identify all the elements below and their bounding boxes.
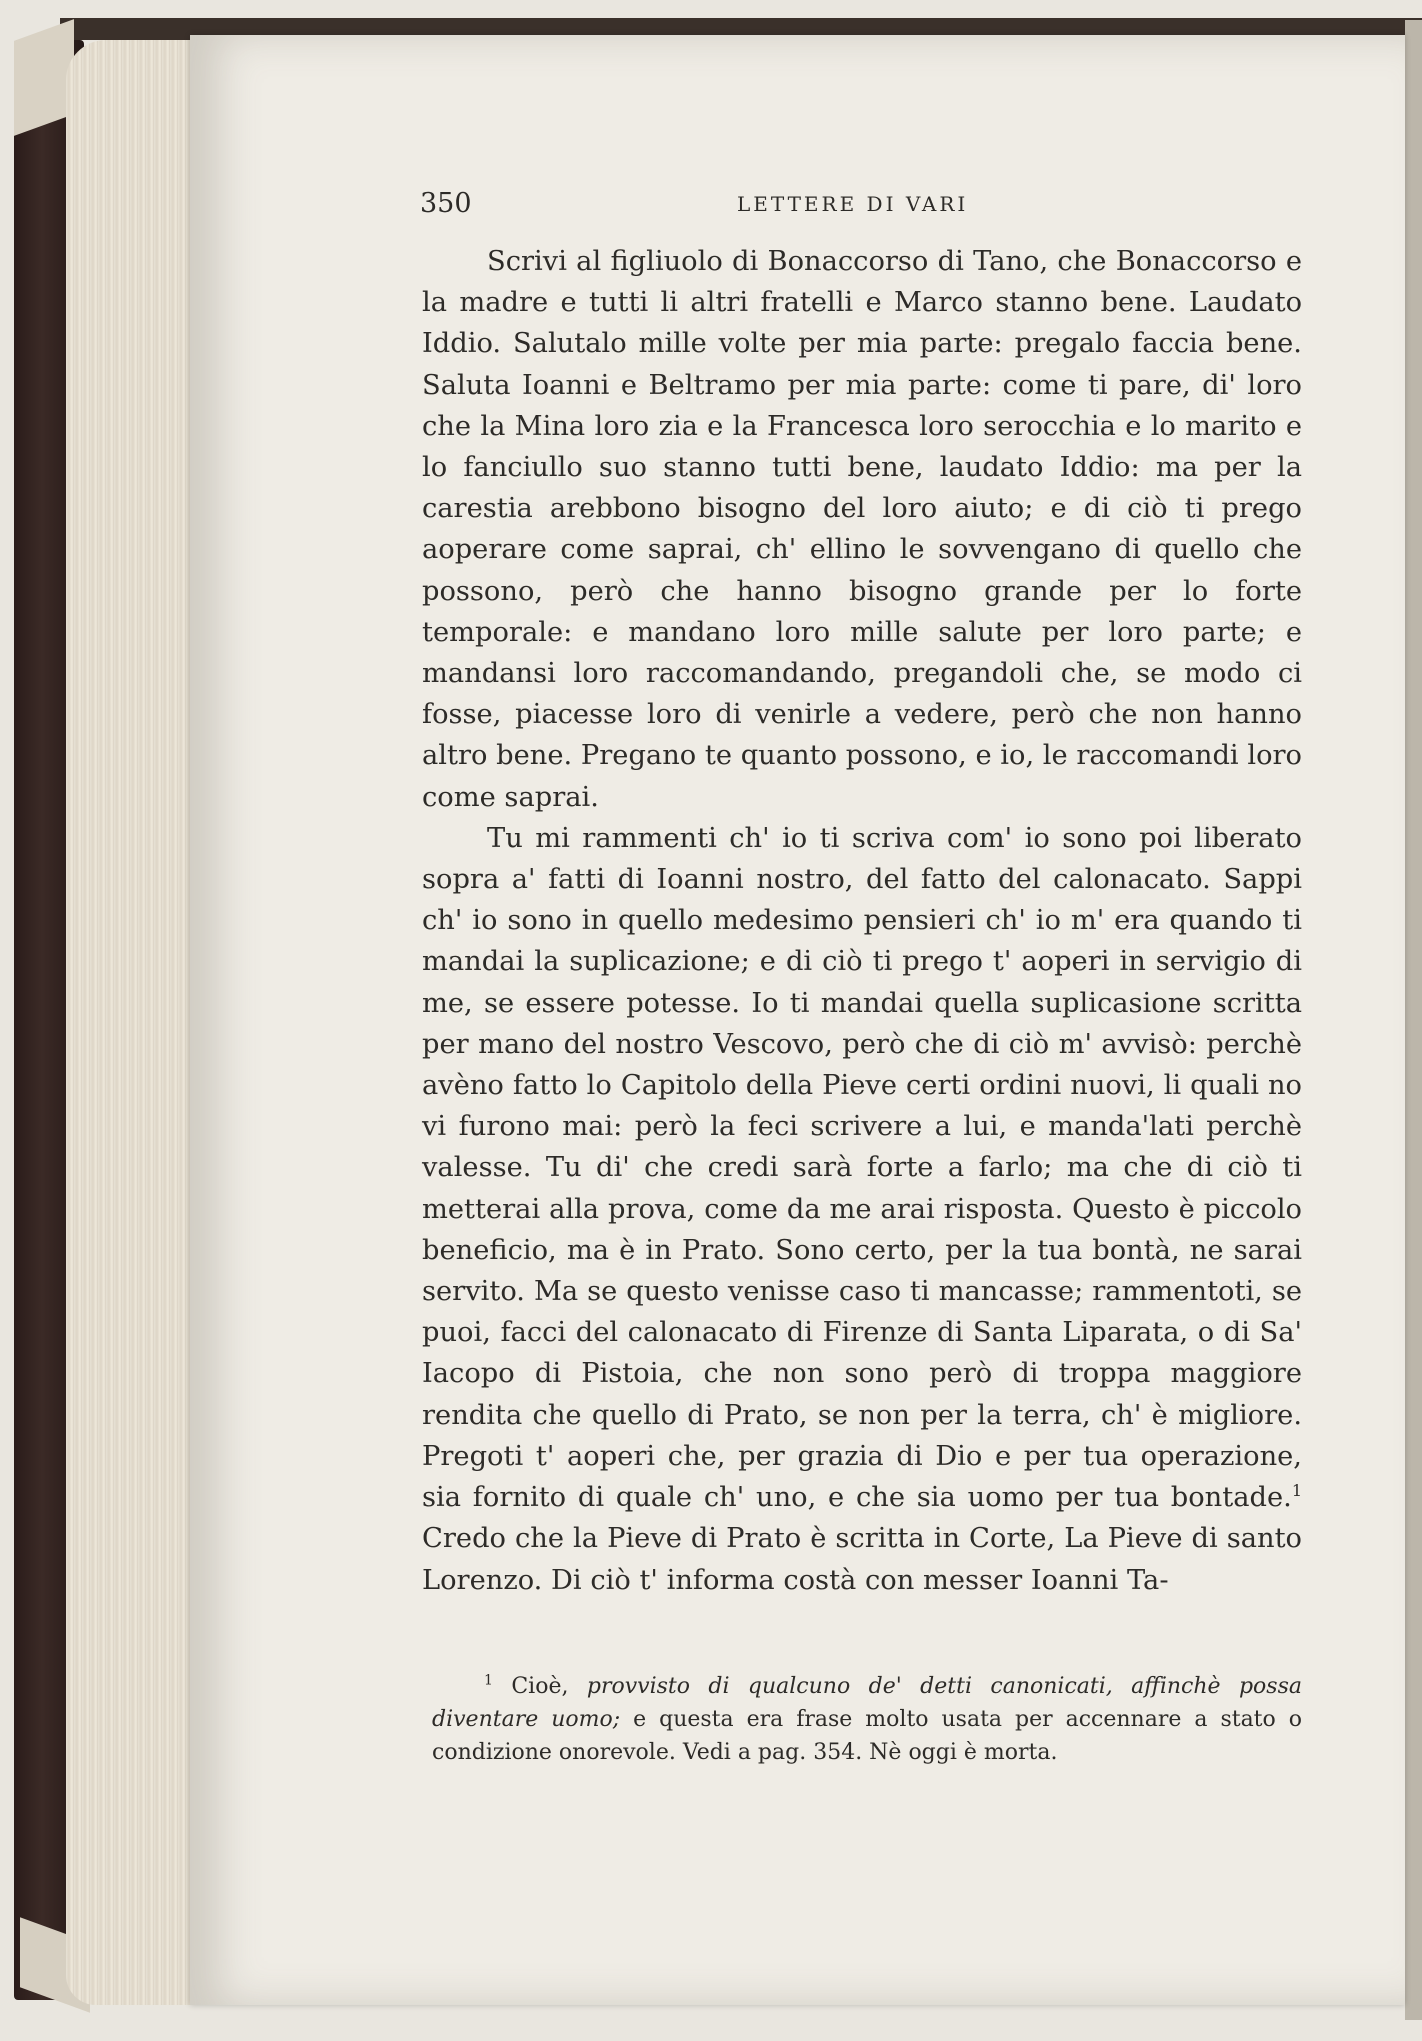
footnote-text: e questa era frase molto usata per accennare a stato o condizione onorevole. Vedi a pag. 354. Nè oggi è morta. <box>432 1707 1302 1765</box>
footnote-mark: 1 <box>484 1672 493 1689</box>
footnote-lead: Cioè, <box>511 1674 569 1699</box>
paragraph <box>422 818 1302 1601</box>
page-header <box>420 188 1300 224</box>
footnote-italic: provvisto di qualcuno de' detti canonicati, affinchè possa diventare uomo; <box>432 1674 1302 1732</box>
paragraph-text: Tu mi rammenti ch' io ti scriva com' io sono poi liberato sopra a' fatti di Ioanni nostro, del fatto del calonacato. Sappi ch' io sono in quello medesimo pensieri ch' io m' era quando ti mandai la suplicazione; e di ciò ti prego t' aoperi in servigio di me, se essere potesse. Io ti mandai quella suplicasione scritta per mano del nostro Vescovo, però che di ciò m' avvisò: perchè avèno fatto lo Capitolo della Pieve certi ordini nuovi, li quali no vi furono mai: però la feci scrivere a lui, e manda'lati perchè valesse. Tu di' che credi sarà forte a farlo; ma che di ciò ti metterai alla prova, come da me arai risposta. Questo è piccolo beneficio, ma è in Prato. Sono certo, per la tua bontà, ne sarai servito. Ma se questo venisse caso ti mancasse; rammentoti, se puoi, facci del calonacato di Firenze di Santa Liparata, o di Sa' Iacopo di Pistoia, che non sono però di troppa maggiore rendita che quello di Prato, se non per la terra, ch' è migliore. Pregoti t' aoperi che, per grazia di Dio e per tua operazione, sia fornito di quale ch' uno, e che sia uomo per tua bontade. <box>422 822 1302 1514</box>
running-head: LETTERE DI VARI <box>737 192 969 216</box>
paragraph: Scrivi al figliuolo di Bonaccorso di Tano, che Bonaccorso e la madre e tutti li altri fratelli e Marco stanno bene. Laudato Iddio. Salutalo mille volte per mia parte: pregalo faccia bene. Saluta Ioanni e Beltramo per mia parte: come ti pare, di' loro che la Mina loro zia e la Francesca loro serocchia e lo marito e lo fanciullo suo stanno tutti bene, laudato Iddio: ma per la carestia arebbono bisogno del loro aiuto; e di ciò ti prego aoperare come saprai, ch' ellino le sovvengano di quello che possono, però che hanno bisogno grande per lo forte temporale: e mandano loro mille salute per loro parte; e mandansi loro raccomandando, pregandoli che, se modo ci fosse, piacesse loro di venirle a vedere, però che non hanno altro bene. Pregano te quanto possono, e io, le raccomandi loro come saprai. <box>422 246 1302 813</box>
page-number: 350 <box>420 188 472 219</box>
main-text <box>422 241 1302 1601</box>
facing-page-edge <box>1405 20 1422 2020</box>
footnote-reference: 1 <box>1291 1481 1302 1500</box>
footnote <box>432 1670 1302 1769</box>
paragraph-text-continued: Credo che la Pieve di Prato è scritta in Corte, La Pieve di santo Lorenzo. Di ciò t' informa costà con messer Ioanni Ta- <box>422 1523 1302 1596</box>
